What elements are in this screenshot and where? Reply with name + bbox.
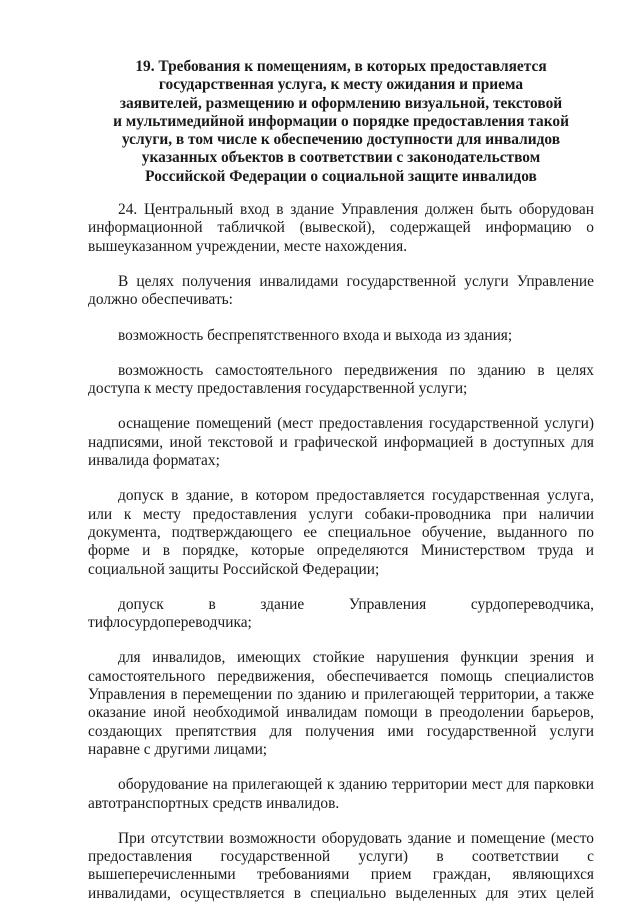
paragraph-sign-interpreter: допуск в здание Управления сурдопереводчика, тифлосурдопереводчика;: [88, 595, 594, 632]
heading-line: 19. Требования к помещениям, в которых предоставляется: [135, 58, 547, 75]
paragraph-signage: оснащение помещений (мест предоставления государственной услуги) надписями, иной текстовой и графической информацией в доступных для инвалида форматах;: [88, 415, 594, 470]
paragraph-guide-dog: допуск в здание, в котором предоставляется государственная услуга, или к месту предоставления услуги собаки-проводника при наличии документа, подтверждающего ее специальное обучение, выданного по форме и в порядке, которые определяются Министерством труда и социальной защиты Российской Федерации;: [88, 487, 594, 578]
paragraph-requirements-intro: В целях получения инвалидами государственной услуги Управление должно обеспечивать:: [88, 272, 594, 309]
heading-line: указанных объектов в соответствии с законодательством: [141, 149, 541, 167]
heading-line: государственная услуга, к месту ожидания и приема: [158, 76, 524, 94]
document-page: [88, 58, 594, 920]
heading-line: заявителей, размещению и оформлению визуальной, текстовой: [119, 94, 563, 112]
heading-line: услуги, в том числе к обеспечению доступности для инвалидов: [121, 131, 561, 149]
heading-line: и мультимедийной информации о порядке предоставления такой: [113, 112, 569, 130]
paragraph-parking: оборудование на прилегающей к зданию территории мест для парковки автотранспортных средств инвалидов.: [88, 776, 594, 812]
paragraph-assistance: для инвалидов, имеющих стойкие нарушения функции зрения и самостоятельного передвижения, обеспечивается помощь специалистов Управления в перемещении по зданию и прилегающей территории, а также оказание иной необходимой инвалидам помощи в преодолении барьеров, создающих препятствия для получения ими государственной услуги наравне с другими лицами;: [88, 649, 594, 758]
paragraph-free-entry: возможность беспрепятственного входа и выхода из здания;: [118, 326, 513, 344]
paragraph-alternative-reception: При отсутствии возможности оборудовать здание и помещение (место предоставления государственной услуги) в соответствии с вышеперечисленными требованиями прием граждан, являющихся инвалидами, осуществляется в специально выделенных для этих целей: [88, 829, 594, 902]
section-heading: [88, 58, 594, 186]
paragraph-independent-movement: возможность самостоятельного передвижения по зданию в целях доступа к месту предоставления государственной услуги;: [88, 361, 594, 398]
paragraph-item-24: 24. Центральный вход в здание Управления должен быть оборудован информационной табличкой (вывеской), содержащей информацию о вышеуказанном учреждении, месте нахождения.: [88, 201, 594, 255]
heading-line: Российской Федерации о социальной защите инвалидов: [145, 167, 537, 185]
